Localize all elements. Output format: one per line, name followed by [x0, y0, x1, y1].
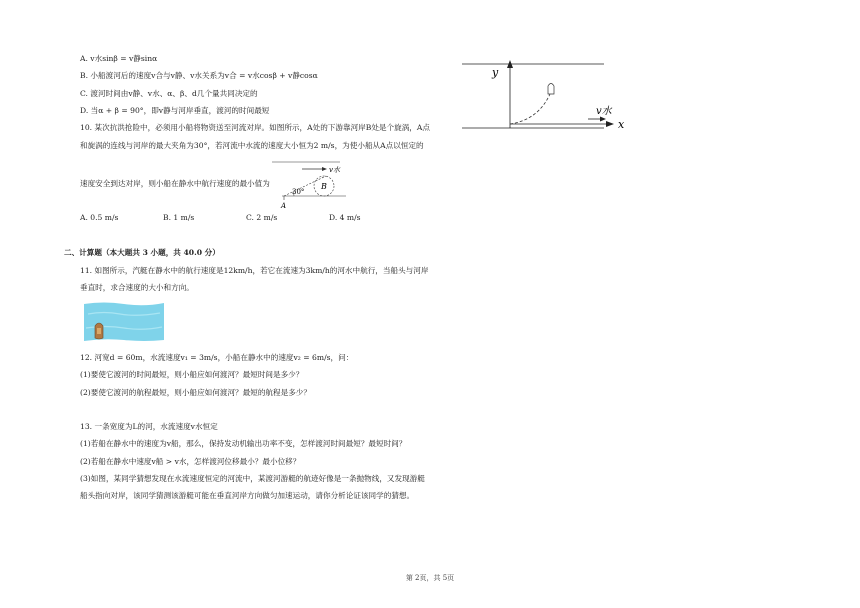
q10-angle-label: 30° [292, 188, 305, 196]
q10-option-b: B. 1 m/s [163, 213, 195, 222]
q13-sub1: (1)若船在静水中的速度为v船，那么，保持发动机输出功率不变，怎样渡河时间最短？最短时间？ [80, 439, 407, 448]
q13-trajectory-figure [460, 56, 640, 140]
x-axis-arrow [606, 121, 614, 127]
flow-velocity-label: v水 [596, 106, 612, 117]
q10-option-c: C. 2 m/s [246, 213, 278, 222]
q9-option-a: A. v水sinβ = v静sinα [80, 54, 158, 63]
q12-sub2: (2)要使它渡河的航程最短，则小船应如何渡河？最短的航程是多少？ [80, 388, 311, 397]
section-title-calculation: 二、计算题（本大题共 3 小题，共 40.0 分） [64, 248, 220, 257]
q10-flow-label: v水 [329, 166, 340, 174]
q9-option-c: C. 渡河时间由v静、v水、α、β、d几个量共同决定的 [80, 89, 258, 98]
q10-vortex-figure [272, 158, 352, 210]
q10-option-a: A. 0.5 m/s [80, 213, 119, 222]
q12-text-line1: 12. 河宽d = 60m，水流速度v₁ = 3m/s，小船在静水中的速度v₂ = 6m/s，问： [80, 353, 354, 362]
q11-river-boat-image [84, 300, 164, 342]
x-axis-label: x [618, 118, 625, 131]
q10-b-label: B [321, 182, 327, 191]
q10-text-line1: 10. 某次抗洪抢险中，必须用小船将物资送至河流对岸。如图所示，A处的下游靠河岸B处是个旋涡，A点 [80, 123, 430, 132]
q10-text-line2: 和旋涡的连线与河岸的最大夹角为30°，若河流中水流的速度大小恒为2 m/s，为使小船从A点以恒定的 [80, 141, 424, 150]
boat-icon [548, 84, 554, 95]
q10-tangent-line [284, 176, 326, 196]
q11-text-line1: 11. 如图所示，汽艇在静水中的航行速度是12km/h，若它在流速为3km/h的河水中航行，当船头与河岸 [80, 266, 429, 275]
q13-sub3-line2: 船头指向对岸，该同学猜测该游艇可能在垂直河岸方向做匀加速运动，请你分析论证该同学的猜想。 [80, 491, 415, 500]
boat-icon [95, 323, 103, 339]
page-footer: 第 2页，共 5页 [405, 574, 455, 582]
q13-sub2: (2)若船在静水中速度v船 > v水，怎样渡河位移最小？最小位移？ [80, 457, 301, 466]
q9-option-b: B. 小船渡河后的速度v合与v静、v水关系为v合 = v水cosβ + v静cosα [80, 71, 318, 80]
q9-option-d: D. 当α + β = 90°，即v静与河岸垂直，渡河的时间最短 [80, 106, 270, 115]
q12-sub1: (1)要使它渡河的时间最短，则小船应如何渡河？最短时间是多少？ [80, 370, 304, 379]
trajectory-curve [510, 94, 550, 124]
flow-arrow-head [600, 117, 606, 122]
y-axis-label: y [492, 66, 499, 79]
q10-a-label: A [281, 202, 287, 210]
q10-flow-arrow-head [322, 167, 327, 171]
q10-text-line3: 速度安全到达对岸，则小船在静水中航行速度的最小值为 [80, 179, 270, 188]
q10-option-d: D. 4 m/s [329, 213, 361, 222]
q11-text-line2: 垂直时，求合速度的大小和方向。 [80, 283, 194, 292]
q13-text-line1: 13. 一条宽度为L的河，水流速度v水恒定 [80, 422, 218, 431]
q13-sub3-line1: (3)如图，某同学猜想发现在水流速度恒定的河流中，某渡河游艇的航迹好像是一条抛物线，又发现游艇 [80, 474, 425, 483]
